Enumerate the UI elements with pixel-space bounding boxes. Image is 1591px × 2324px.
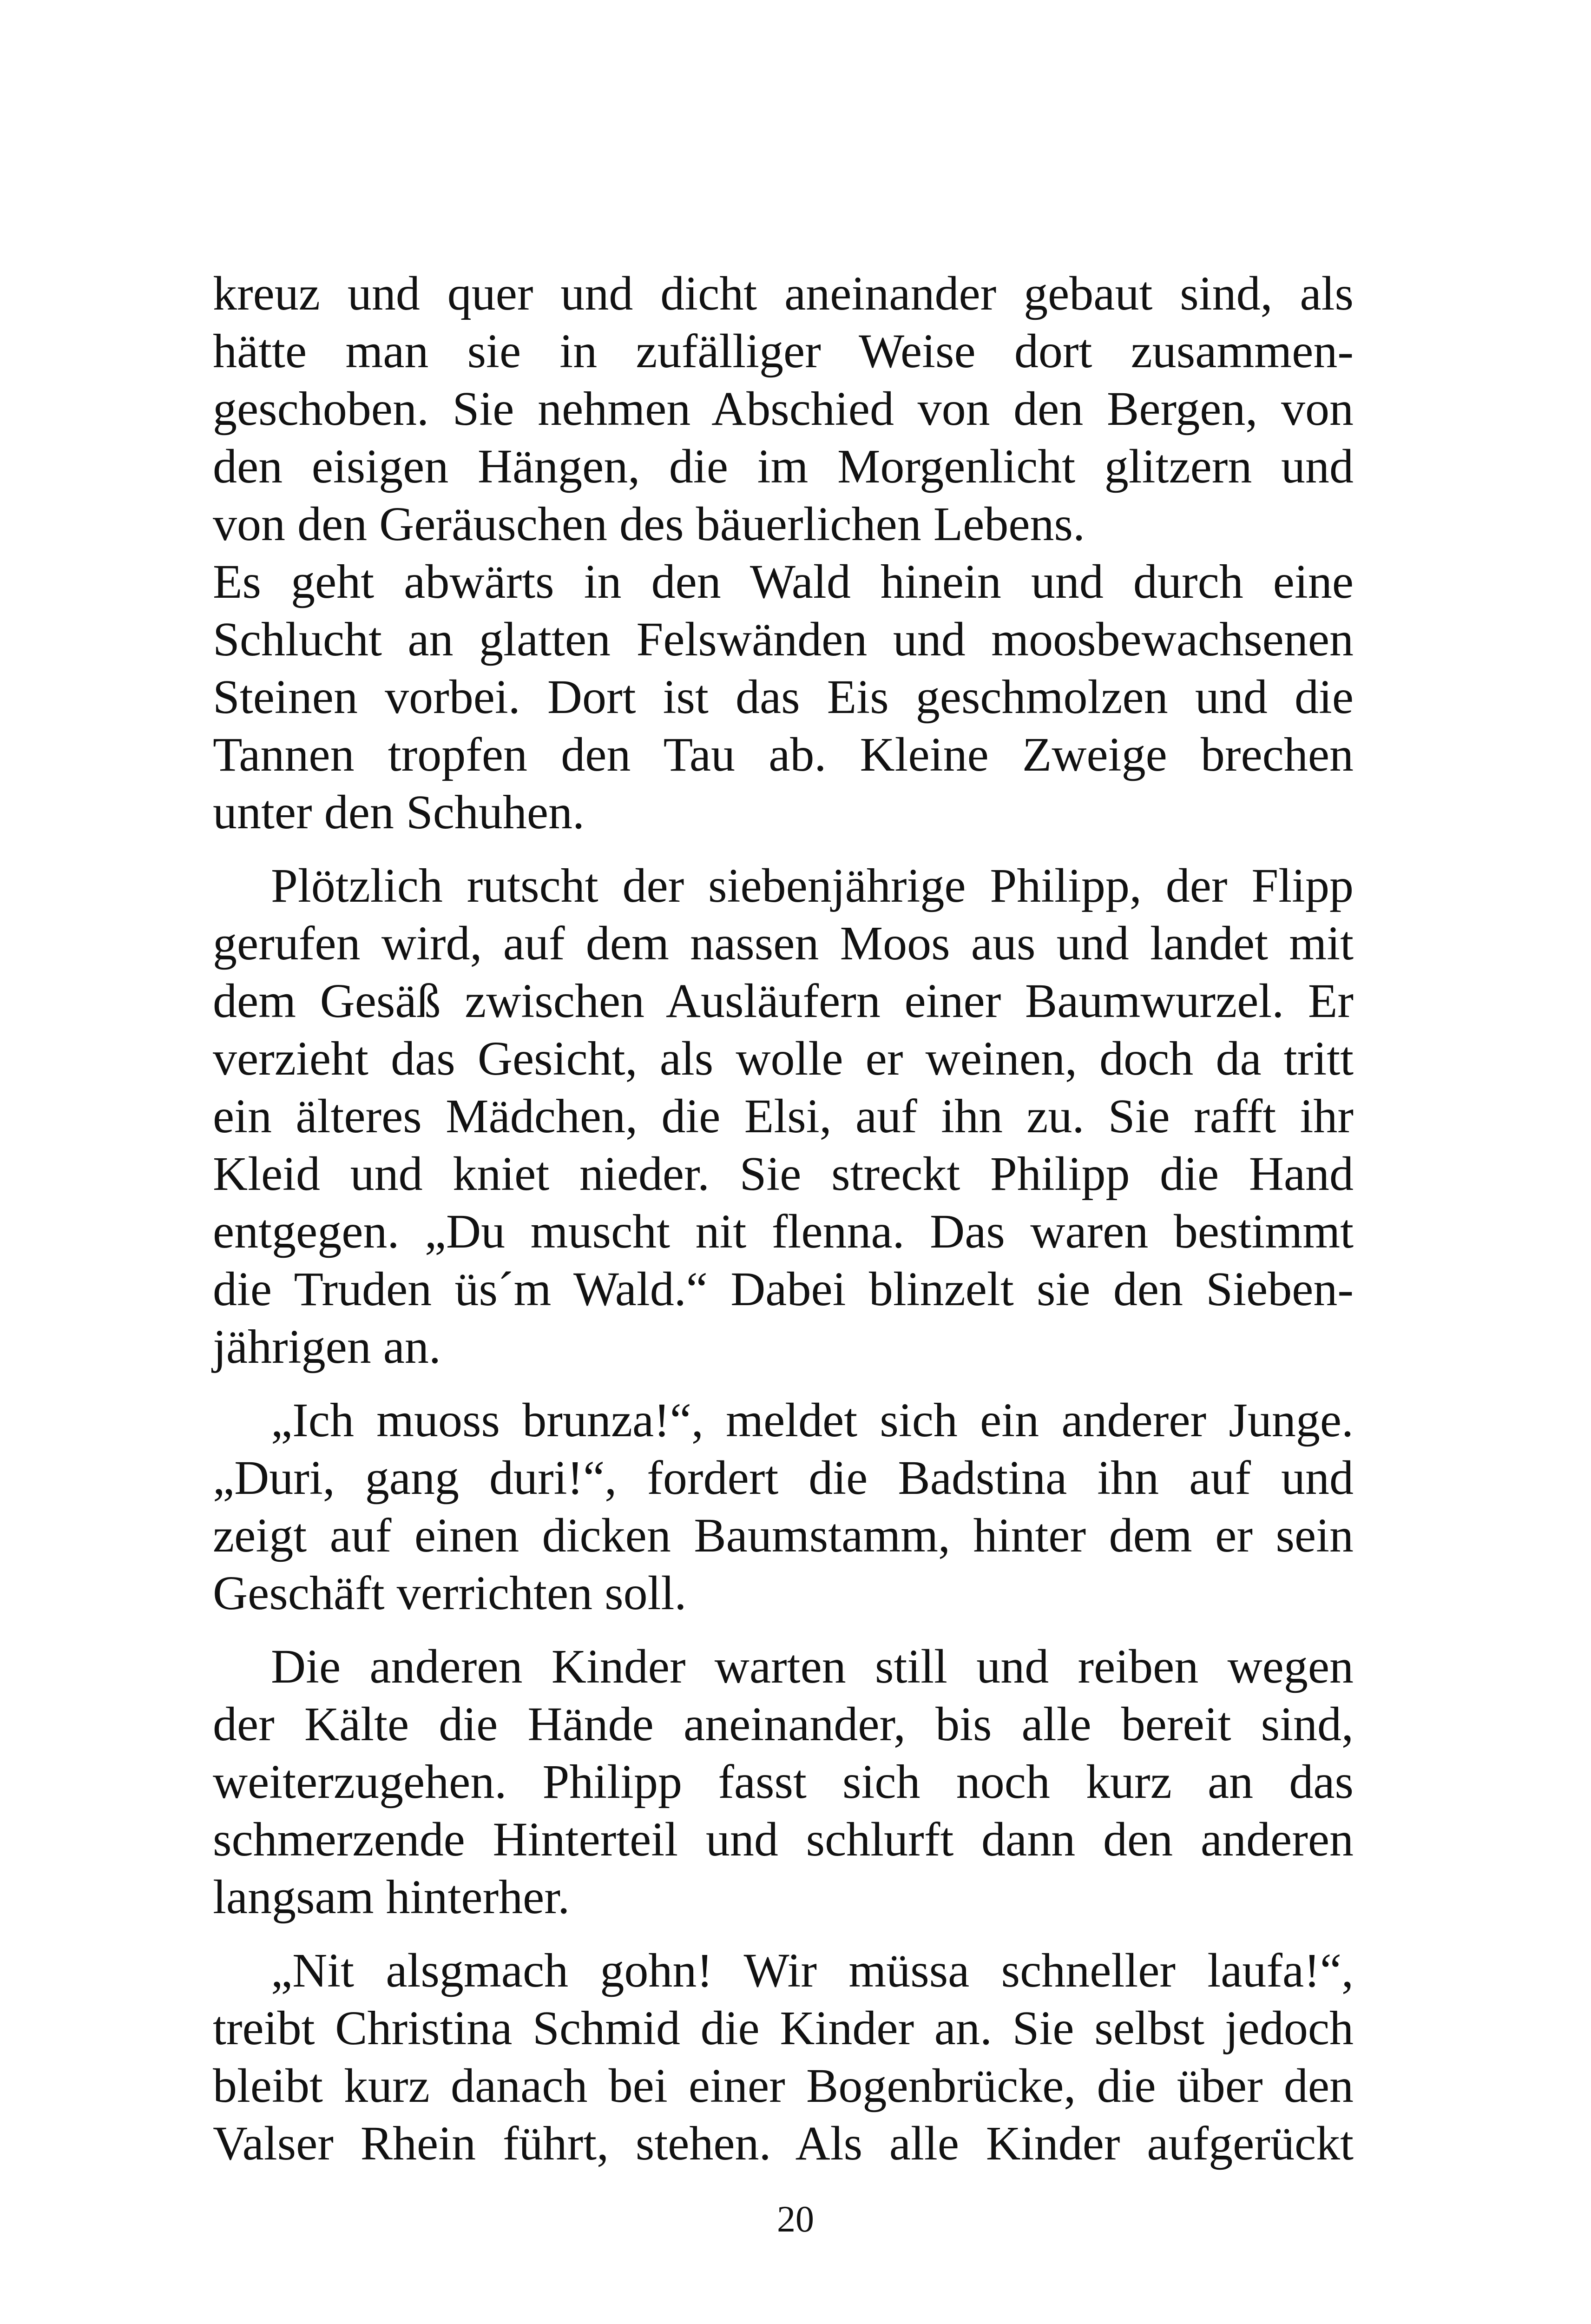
text-line: dem Gesäß zwischen Ausläufern einer Baumwurzel. Er — [213, 974, 1354, 1028]
paragraph — [213, 265, 1354, 553]
paragraph — [213, 1942, 1354, 2172]
text-line: Es geht abwärts in den Wald hinein und durch eine — [213, 555, 1354, 608]
body-text — [213, 265, 1354, 2172]
text-line: hätte man sie in zufälliger Weise dort zusammen- — [213, 324, 1354, 378]
text-line: bleibt kurz danach bei einer Bogenbrücke, die über den — [213, 2059, 1354, 2113]
paragraph-gap — [213, 1376, 1354, 1392]
text-line: treibt Christina Schmid die Kinder an. Sie selbst jedoch — [213, 2001, 1354, 2055]
paragraph-gap — [213, 1622, 1354, 1638]
text-line: Valser Rhein führt, stehen. Als alle Kinder aufgerückt — [213, 2117, 1354, 2170]
text-line: Steinen vorbei. Dort ist das Eis geschmolzen und die — [213, 670, 1354, 724]
text-line: Plötzlich rutscht der siebenjährige Philipp, der Flipp — [271, 859, 1354, 912]
paragraph-gap — [213, 1926, 1354, 1942]
paragraph — [213, 553, 1354, 841]
text-line: die Truden üs´m Wald.“ Dabei blinzelt sie den Sieben- — [213, 1262, 1354, 1316]
text-line: weiterzugehen. Philipp fasst sich noch kurz an das — [213, 1755, 1354, 1809]
text-line: der Kälte die Hände aneinander, bis alle bereit sind, — [213, 1697, 1354, 1751]
text-line: kreuz und quer und dicht aneinander gebaut sind, als — [213, 267, 1354, 320]
text-line: langsam hinterher. — [213, 1870, 570, 1924]
text-line: gerufen wird, auf dem nassen Moos aus und landet mit — [213, 917, 1354, 970]
text-line: Geschäft verrichten soll. — [213, 1566, 687, 1620]
text-line: Kleid und kniet nieder. Sie streckt Philipp die Hand — [213, 1147, 1354, 1201]
text-line: ein älteres Mädchen, die Elsi, auf ihn zu. Sie rafft ihr — [213, 1089, 1354, 1143]
text-line: unter den Schuhen. — [213, 786, 585, 839]
text-line: „Duri, gang duri!“, fordert die Badstina ihn auf und — [213, 1451, 1354, 1505]
text-line: entgegen. „Du muscht nit flenna. Das waren bestimmt — [213, 1205, 1354, 1258]
text-line: zeigt auf einen dicken Baumstamm, hinter dem er sein — [213, 1509, 1354, 1562]
text-line: verzieht das Gesicht, als wolle er weinen, doch da tritt — [213, 1032, 1354, 1085]
text-line: Die anderen Kinder warten still und reiben wegen — [271, 1640, 1354, 1693]
text-line: von den Geräuschen des bäuerlichen Lebens. — [213, 497, 1085, 551]
paragraph-gap — [213, 841, 1354, 857]
paragraph — [213, 857, 1354, 1376]
paragraph — [213, 1638, 1354, 1926]
text-line: schmerzende Hinterteil und schlurft dann den anderen — [213, 1813, 1354, 1866]
text-line: den eisigen Hängen, die im Morgenlicht glitzern und — [213, 440, 1354, 493]
text-line: „Ich muoss brunza!“, meldet sich ein anderer Junge. — [271, 1393, 1354, 1447]
text-line: Schlucht an glatten Felswänden und moosbewachsenen — [213, 613, 1354, 666]
text-line: „Nit alsgmach gohn! Wir müssa schneller laufa!“, — [271, 1944, 1354, 1997]
paragraph — [213, 1392, 1354, 1622]
page-number: 20 — [777, 2199, 814, 2240]
text-line: jährigen an. — [213, 1320, 441, 1373]
text-line: Tannen tropfen den Tau ab. Kleine Zweige brechen — [213, 728, 1354, 781]
text-line: geschoben. Sie nehmen Abschied von den Bergen, von — [213, 382, 1354, 436]
